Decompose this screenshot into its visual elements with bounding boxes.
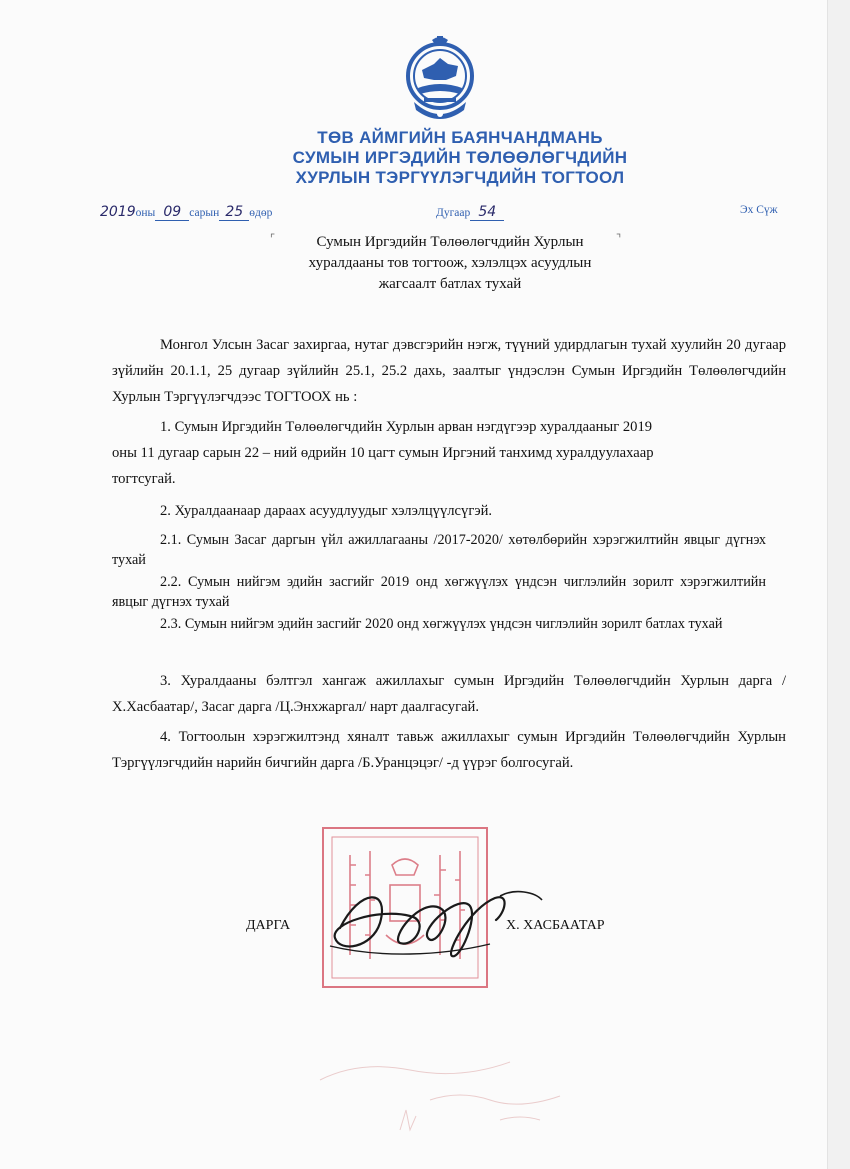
p1-line-3: тогтсугай. [112, 471, 176, 487]
date-month: 09 [163, 204, 182, 220]
date-day-suffix: өдөр [249, 207, 273, 219]
number-value: 54 [478, 204, 497, 220]
p2-text: 2. Хуралдаанаар дараах асуудлуудыг хэлэлцүүлсүгэй. [160, 503, 493, 519]
date-month-suffix: сарын [189, 207, 220, 219]
item-2-2: 2.2. Сумын нийгэм эдийн засгийг 2019 онд хөгжүүлэх үндсэн чиглэлийн зорилт хэрэгжилтийн явцыг дүгнэх тухай [112, 574, 766, 610]
subject-block [250, 232, 650, 295]
page-edge [827, 0, 850, 1169]
signer-name: Х. ХАСБААТАР [506, 918, 605, 933]
intro-text: Монгол Улсын Засаг захиргаа, нутаг дэвсгэрийн нэгж, түүний удирдлагын тухай хуулийн 20 дугаар зүйлийн 20.1.1, 25 дугаар зүйлийн 25.1, 25.2 дахь, заалтыг үндэслэн Сумын Иргэдийн Төлөөлөгчдийн Хурлын Тэргүүлэгчдээс ТОГТООХ нь : [112, 337, 786, 405]
item-2-1: 2.1. Сумын Засаг даргын үйл ажиллагааны /2017-2020/ хөтөлбөрийн хэрэгжилтийн явцыг дүгнэх тухай [112, 532, 766, 568]
state-emblem-icon [404, 36, 476, 122]
signer-role: ДАРГА [246, 918, 291, 933]
p3-text: 3. Хуралдааны бэлтгэл хангаж ажиллахыг сумын Иргэдийн Төлөөлөгчдийн Хурлын дарга /Х.Хасбаатар/, Засаг дарга /Ц.Энхжаргал/ нарт даалгасугай. [112, 673, 786, 715]
paragraph-3 [112, 668, 786, 720]
paragraph-4 [112, 724, 786, 776]
subject-line-2: хуралдааны тов тогтоож, хэлэлцэх асуудлын [308, 255, 592, 271]
paragraph-1 [112, 414, 786, 492]
paragraph-2 [112, 498, 786, 524]
date-year-suffix: оны [135, 207, 156, 219]
intro-paragraph [112, 332, 786, 410]
item-2-3: 2.3. Сумын нийгэм эдийн засгийг 2020 онд хөгжүүлэх үндсэн чиглэлийн зорилт батлах тухай [160, 616, 723, 632]
number-line [436, 204, 504, 221]
doc-title-line-2: СУМЫН ИРГЭДИЙН ТӨЛӨӨЛӨГЧДИЙН [292, 148, 628, 167]
subject-line-1: Сумын Иргэдийн Төлөөлөгчдийн Хурлын [316, 234, 584, 250]
number-label: Дугаар [436, 207, 471, 219]
date-day: 25 [225, 204, 244, 220]
p1-line-1: 1. Сумын Иргэдийн Төлөөлөгчдийн Хурлын арван нэгдүгээр хуралдааныг 2019 [160, 419, 653, 435]
doc-title-line-1: ТӨВ АЙМГИЙН БАЯНЧАНДМАНЬ [317, 128, 603, 147]
p1-line-2: оны 11 дугаар сарын 22 – ний өдрийн 10 цагт сумын Иргэний танхимд хуралдуулахаар [112, 445, 654, 461]
date-year: 2019 [100, 204, 136, 220]
corner-mark-left: ⌜ [270, 233, 276, 245]
bleed-through-marks [300, 1040, 640, 1150]
corner-mark-right: ⌝ [616, 233, 622, 245]
doc-title-line-3: ХУРЛЫН ТЭРГҮҮЛЭГЧДИЙН ТОГТООЛ [295, 168, 625, 187]
place-name: Эх Сүж [740, 204, 778, 216]
subject-line-3: жагсаалт батлах тухай [378, 276, 522, 292]
p4-text: 4. Тогтоолын хэрэгжилтэнд хяналт тавьж ажиллахыг сумын Иргэдийн Төлөөлөгчдийн Хурлын Тэргүүлэгчдийн нарийн бичгийн дарга /Б.Уранцэцэг/ -д үүрэг болгосугай. [112, 729, 786, 771]
date-line [100, 204, 272, 221]
